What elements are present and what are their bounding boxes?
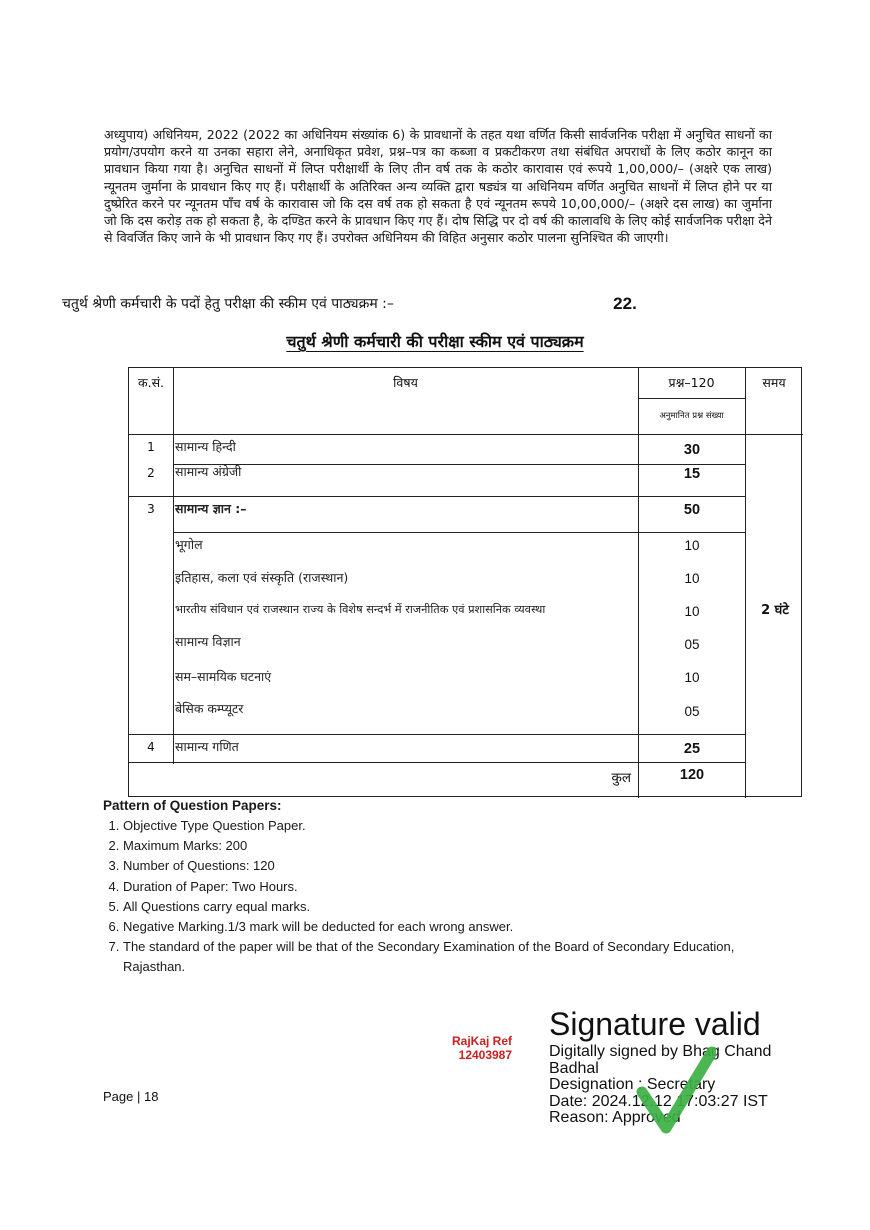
reference-label: RajKaj Ref	[452, 1034, 513, 1048]
signature-date: Date: 2024.12.12 17:03:27 IST	[549, 1092, 768, 1110]
row-subject: सामान्य अंग्रेजी	[175, 464, 242, 479]
pattern-item: 5. All Questions carry equal marks.	[123, 897, 783, 917]
gk-subtopic-questions: 10	[684, 538, 700, 553]
pattern-item: 6. Negative Marking.1/3 mark will be deducted for each wrong answer.	[123, 917, 783, 937]
pattern-item: 4. Duration of Paper: Two Hours.	[123, 877, 783, 897]
rajkaj-reference	[452, 1034, 512, 1062]
gk-subtopic: बेसिक कम्प्यूटर	[175, 701, 244, 716]
row-subject: सामान्य हिन्दी	[175, 439, 236, 454]
gk-subtopic: भूगोल	[175, 537, 203, 552]
row-questions: 25	[683, 741, 701, 757]
intro-paragraph: अध्युपाय) अधिनियम, 2022 (2022 का अधिनियम संख्यांक 6) के प्रावधानों के तहत यथा वर्णित किसी सार्वजनिक परीक्षा में अनुचित साधनों का प्रयोग/उपयोग करने या उनका सहारा लेने, अनाधिकृत प्रवेश, प्रश्न–पत्र का कब्जा व प्रकटीकरण तथा संबंधित अपराधों के लिए कठोर कानून का प्रावधान किया गया है। अनुचित साधनों में लिप्त परीक्षार्थी के लिए तीन वर्ष तक के कठोर कारावास एवं रूपये 1,00,000/– (अक्षरे एक लाख) न्यूनतम जुर्माना के प्रावधान किए गए हैं। परीक्षार्थी के अतिरिक्त अन्य व्यक्ति द्वारा षड्यंत्र या अधिनियम वर्णित अनुचित साधनों में लिप्त होने पर या दुष्प्रेरित करने पर न्यूनतम पाँच वर्ष के कारावास जो कि दस वर्ष तक हो सकता है एवं न्यूनतम रूपये 10,00,000/– (अक्षरे दस लाख) का जुर्माना जो कि दस करोड़ तक हो सकता है, के दण्डित करने के प्रावधान किए गए हैं। दोष सिद्धि पर दो वर्ष की कालावधि के लिए कोई सार्वजनिक परीक्षा देने से विवर्जित किए जाने के भी प्रावधान किए गए हैं। उपरोक्त अधिनियम की विहित अनुसार कठोर पालना सुनिश्चित की जाएगी।	[104, 127, 772, 246]
signature-reason: Reason: Approved	[549, 1109, 681, 1127]
gk-subtopic-questions: 10	[684, 670, 700, 685]
signature-designation: Designation : Secretary	[549, 1076, 716, 1094]
row-sno: 2	[147, 466, 155, 480]
exam-duration: 2 घंटे	[761, 603, 789, 618]
total-label: कुल	[611, 770, 631, 786]
checkmark-icon	[636, 1046, 716, 1136]
header-questions: प्रश्न–120	[668, 375, 715, 390]
pattern-item: 2. Maximum Marks: 200	[123, 836, 783, 856]
gk-subtopic: इतिहास, कला एवं संस्कृति (राजस्थान)	[175, 570, 349, 585]
table-title: चतुर्थ श्रेणी कर्मचारी की परीक्षा स्कीम एवं पाठ्यक्रम	[286, 332, 584, 351]
section-number: 22.	[613, 294, 637, 313]
row-sno: 1	[147, 440, 155, 454]
row-sno: 4	[147, 740, 155, 754]
scheme-table	[128, 367, 802, 797]
pattern-item: 3. Number of Questions: 120	[123, 856, 783, 876]
reference-number: 12403987	[458, 1048, 513, 1062]
gk-subtopic-questions: 05	[684, 704, 700, 719]
header-sno: क.सं.	[138, 375, 164, 390]
pattern-section	[103, 798, 783, 978]
signature-status: Signature valid	[549, 1006, 761, 1042]
header-questions-sub: अनुमानित प्रश्न संख्या	[659, 411, 724, 421]
header-time: समय	[762, 375, 786, 390]
pattern-list	[103, 816, 783, 978]
row-questions: 30	[683, 442, 701, 458]
pattern-item: 7. The standard of the paper will be that of the Secondary Examination of the Board of Secondary Education, Rajasthan.	[123, 937, 783, 977]
total-value: 120	[679, 767, 705, 783]
gk-subtopic-questions: 10	[684, 604, 700, 619]
row-sno: 3	[147, 502, 155, 516]
pattern-item: 1. Objective Type Question Paper.	[123, 816, 783, 836]
gk-subtopic: भारतीय संविधान एवं राजस्थान राज्य के विशेष सन्दर्भ में राजनीतिक एवं प्रशासनिक व्यवस्था	[175, 603, 546, 616]
page-number: Page | 18	[103, 1089, 159, 1104]
row-questions: 15	[683, 466, 701, 482]
gk-subtopic-questions: 10	[684, 571, 700, 586]
gk-subtopic: सम–सामयिक घटनाएं	[175, 669, 272, 684]
row-subject: सामान्य ज्ञान :–	[175, 501, 247, 516]
gk-subtopic: सामान्य विज्ञान	[175, 634, 241, 649]
pattern-title: Pattern of Question Papers:	[103, 798, 282, 813]
section-heading-text: चतुर्थ श्रेणी कर्मचारी के पदों हेतु परीक्षा की स्कीम एवं पाठ्यक्रम :–	[62, 296, 394, 312]
signature-signed-by: Digitally signed by Bhag Chand	[549, 1043, 772, 1060]
row-subject: सामान्य गणित	[175, 739, 239, 754]
header-subject: विषय	[393, 375, 418, 390]
gk-subtopic-questions: 05	[684, 637, 700, 652]
row-questions: 50	[683, 502, 701, 518]
section-heading	[62, 294, 637, 313]
signature-signed-by-2: Badhal	[549, 1059, 599, 1077]
